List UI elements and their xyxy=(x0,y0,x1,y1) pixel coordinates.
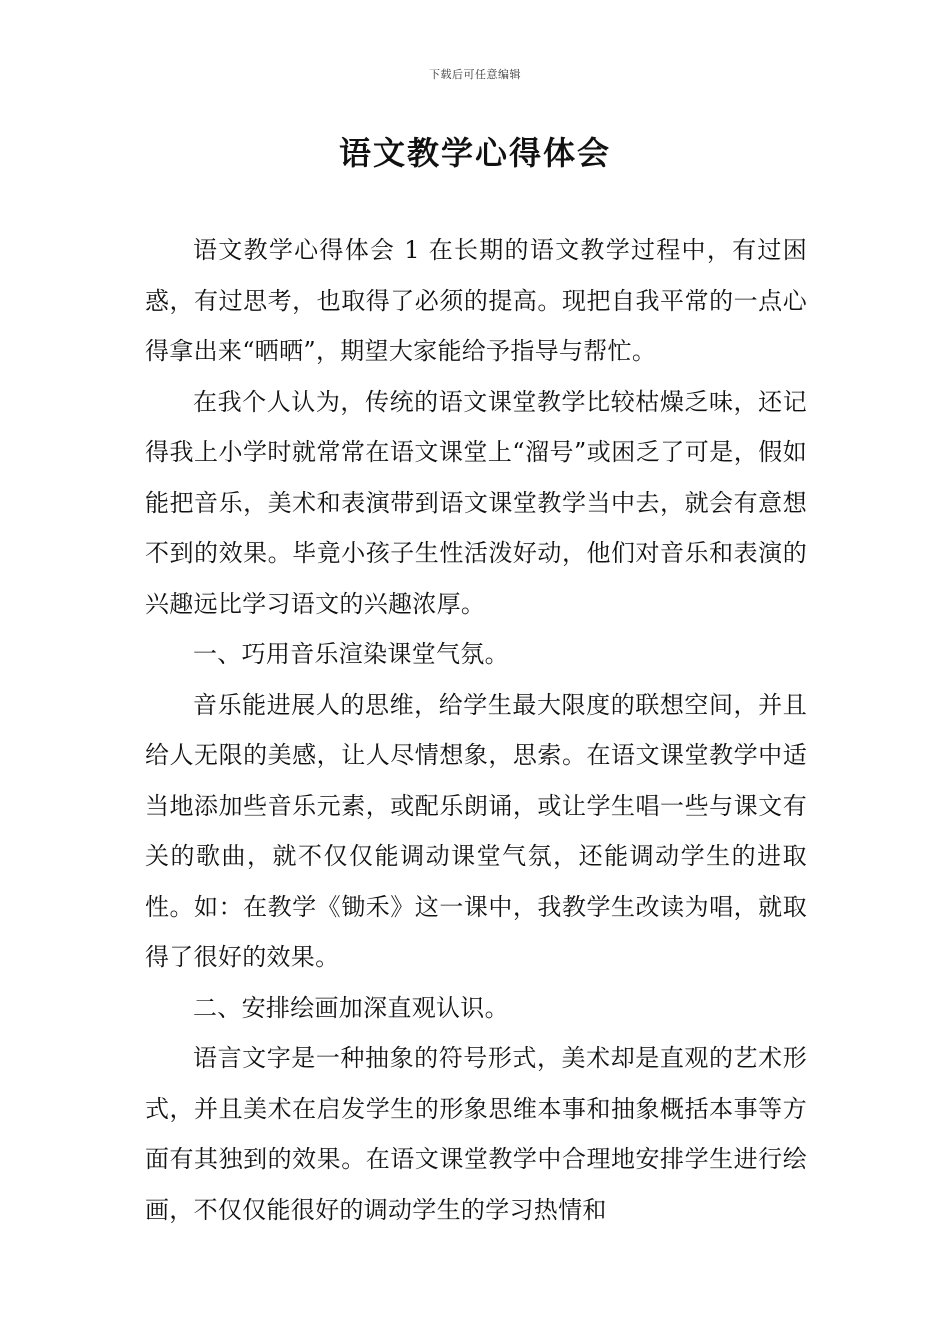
paragraph: 在我个人认为，传统的语文课堂教学比较枯燥乏味，还记得我上小学时就常常在语文课堂上“溜号”或困乏了可是，假如能把音乐，美术和表演带到语文课堂教学当中去，就会有意想不到的效果。毕竟小孩子生性活泼好动，他们对音乐和表演的兴趣远比学习语文的兴趣浓厚。 xyxy=(145,387,807,618)
section-heading: 二、安排绘画加深直观认识。 xyxy=(193,993,509,1022)
header-note: 下载后可任意编辑 xyxy=(429,68,521,81)
paragraph: 语言文字是一种抽象的符号形式，美术却是直观的艺术形式，并且美术在启发学生的形象思维本事和抽象概括本事等方面有其独到的效果。在语文课堂教学中合理地安排学生进行绘画，不仅仅能很好的调动学生的学习热情和 xyxy=(145,1044,807,1224)
document-title: 语文教学心得体会 xyxy=(338,134,611,172)
paragraph: 音乐能进展人的思维，给学生最大限度的联想空间，并且给人无限的美感，让人尽情想象，思索。在语文课堂教学中适当地添加些音乐元素，或配乐朗诵，或让学生唱一些与课文有关的歌曲，就不仅仅能调动课堂气氛，还能调动学生的进取性。如：在教学《锄禾》这一课中，我教学生改读为唱，就取得了很好的效果。 xyxy=(145,690,807,971)
section-heading: 一、巧用音乐渲染课堂气氛。 xyxy=(193,640,509,668)
document-body xyxy=(145,225,807,1235)
paragraph: 语文教学心得体会 1 在长期的语文教学过程中，有过困惑，有过思考，也取得了必须的提高。现把自我平常的一点心得拿出来“晒晒”，期望大家能给予指导与帮忙。 xyxy=(145,236,807,365)
